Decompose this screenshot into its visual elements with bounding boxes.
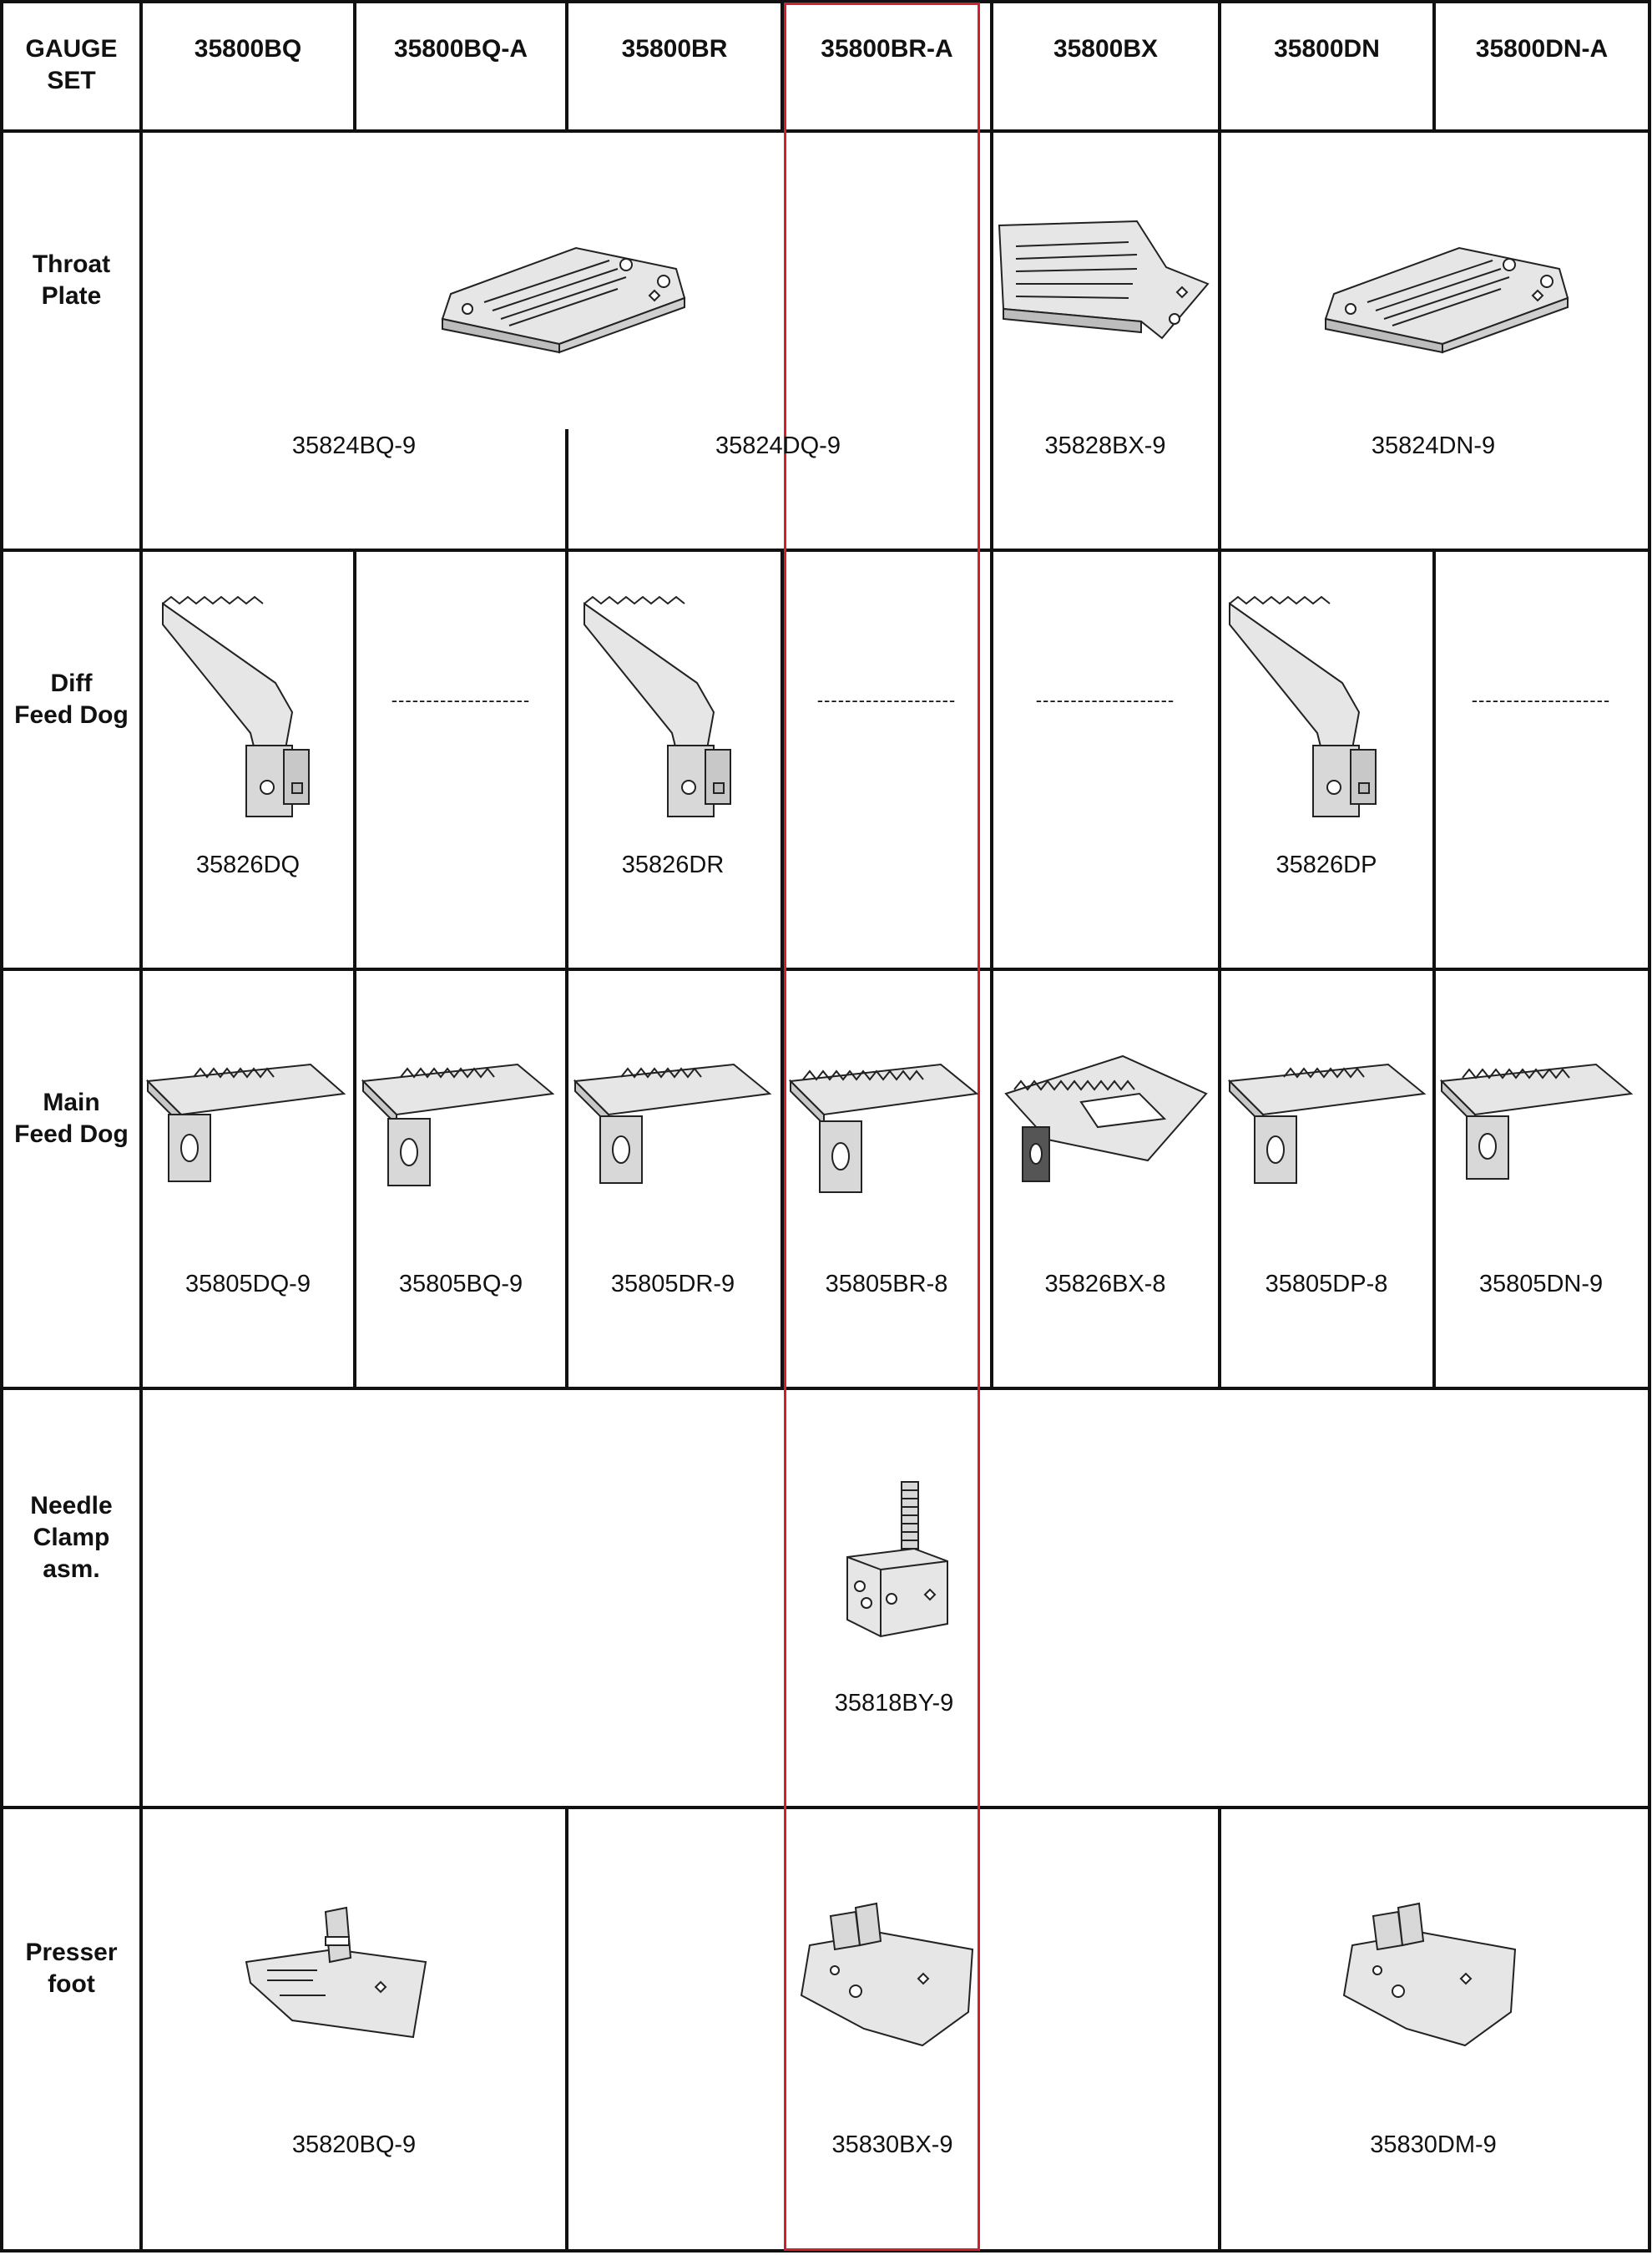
row-label-presser-foot xyxy=(2,1937,141,2000)
empty-marker: -------------------- xyxy=(816,690,957,710)
presser-foot-image xyxy=(242,1904,434,2045)
diff-feed-dog-image xyxy=(1225,591,1409,825)
part-number: 35805DP-8 xyxy=(1265,1271,1388,1297)
row-label-line: asm. xyxy=(43,1555,100,1583)
row-label-line: Needle xyxy=(30,1492,113,1519)
part-number: 35830BX-9 xyxy=(831,2131,953,2158)
part-number: 35824DN-9 xyxy=(1371,432,1496,459)
throat-plate-image xyxy=(1317,219,1576,352)
presser-foot-image xyxy=(797,1895,981,2050)
row-label-line: Presser xyxy=(25,1939,118,1966)
part-number: 35805DR-9 xyxy=(610,1271,735,1297)
part-number: 35805DQ-9 xyxy=(185,1271,311,1297)
row-label-line: Feed Dog xyxy=(14,1120,129,1148)
part-number: 35826DQ xyxy=(195,852,301,878)
header-corner xyxy=(2,33,141,97)
diff-feed-dog-image xyxy=(580,591,764,825)
row-label-line: foot xyxy=(48,1970,95,1998)
column-header: 35800DN-A xyxy=(1475,35,1609,63)
column-header: 35800BQ-A xyxy=(393,35,528,63)
part-number: 35824DQ-9 xyxy=(715,432,841,459)
row-label-diff-feed-dog xyxy=(2,668,141,731)
part-number: 35820BQ-9 xyxy=(291,2131,417,2158)
row-label-needle-clamp xyxy=(2,1490,141,1585)
part-number: 35824BQ-9 xyxy=(291,432,417,459)
part-number: 35826DP xyxy=(1276,852,1377,878)
part-number: 35805DN-9 xyxy=(1478,1271,1604,1297)
column-header: 35800BR xyxy=(621,35,728,63)
main-feed-dog-image xyxy=(144,1048,352,1190)
part-number: 35826BX-8 xyxy=(1044,1271,1166,1297)
row-label-line: Feed Dog xyxy=(14,701,129,729)
needle-clamp-image xyxy=(843,1478,952,1645)
row-label-throat-plate xyxy=(2,249,141,312)
part-number: 35805BQ-9 xyxy=(398,1271,523,1297)
throat-plate-image xyxy=(434,219,693,352)
empty-marker: -------------------- xyxy=(1471,690,1611,710)
header-corner-line2: SET xyxy=(47,67,96,94)
main-feed-dog-image xyxy=(359,1048,559,1190)
column-header: 35800DN xyxy=(1274,35,1380,63)
main-feed-dog-image xyxy=(571,1048,775,1190)
main-feed-dog-image xyxy=(1437,1048,1638,1186)
diff-feed-dog-image xyxy=(159,591,342,825)
header-corner-line1: GAUGE xyxy=(25,35,118,63)
part-number: 35805BR-8 xyxy=(825,1271,948,1297)
main-feed-dog-image xyxy=(1225,1048,1430,1190)
part-number: 35826DR xyxy=(621,852,725,878)
part-number: 35818BY-9 xyxy=(834,1690,954,1717)
column-header: 35800BQ xyxy=(194,35,302,63)
empty-marker: -------------------- xyxy=(391,690,531,710)
row-label-line: Clamp xyxy=(33,1524,110,1551)
column-header: 35800BX xyxy=(1053,35,1159,63)
row-label-line: Main xyxy=(43,1089,100,1116)
empty-marker: -------------------- xyxy=(1035,690,1175,710)
throat-plate-image xyxy=(995,217,1214,351)
presser-foot-image xyxy=(1340,1895,1523,2050)
column-header: 35800BR-A xyxy=(821,35,953,63)
row-label-line: Plate xyxy=(41,282,102,310)
main-feed-dog-image xyxy=(786,1048,983,1198)
part-number: 35828BX-9 xyxy=(1044,432,1166,459)
row-label-main-feed-dog xyxy=(2,1087,141,1150)
main-feed-dog-image xyxy=(998,1044,1215,1194)
row-label-line: Diff xyxy=(50,670,93,697)
row-label-line: Throat xyxy=(32,250,111,278)
part-number: 35830DM-9 xyxy=(1370,2131,1497,2158)
